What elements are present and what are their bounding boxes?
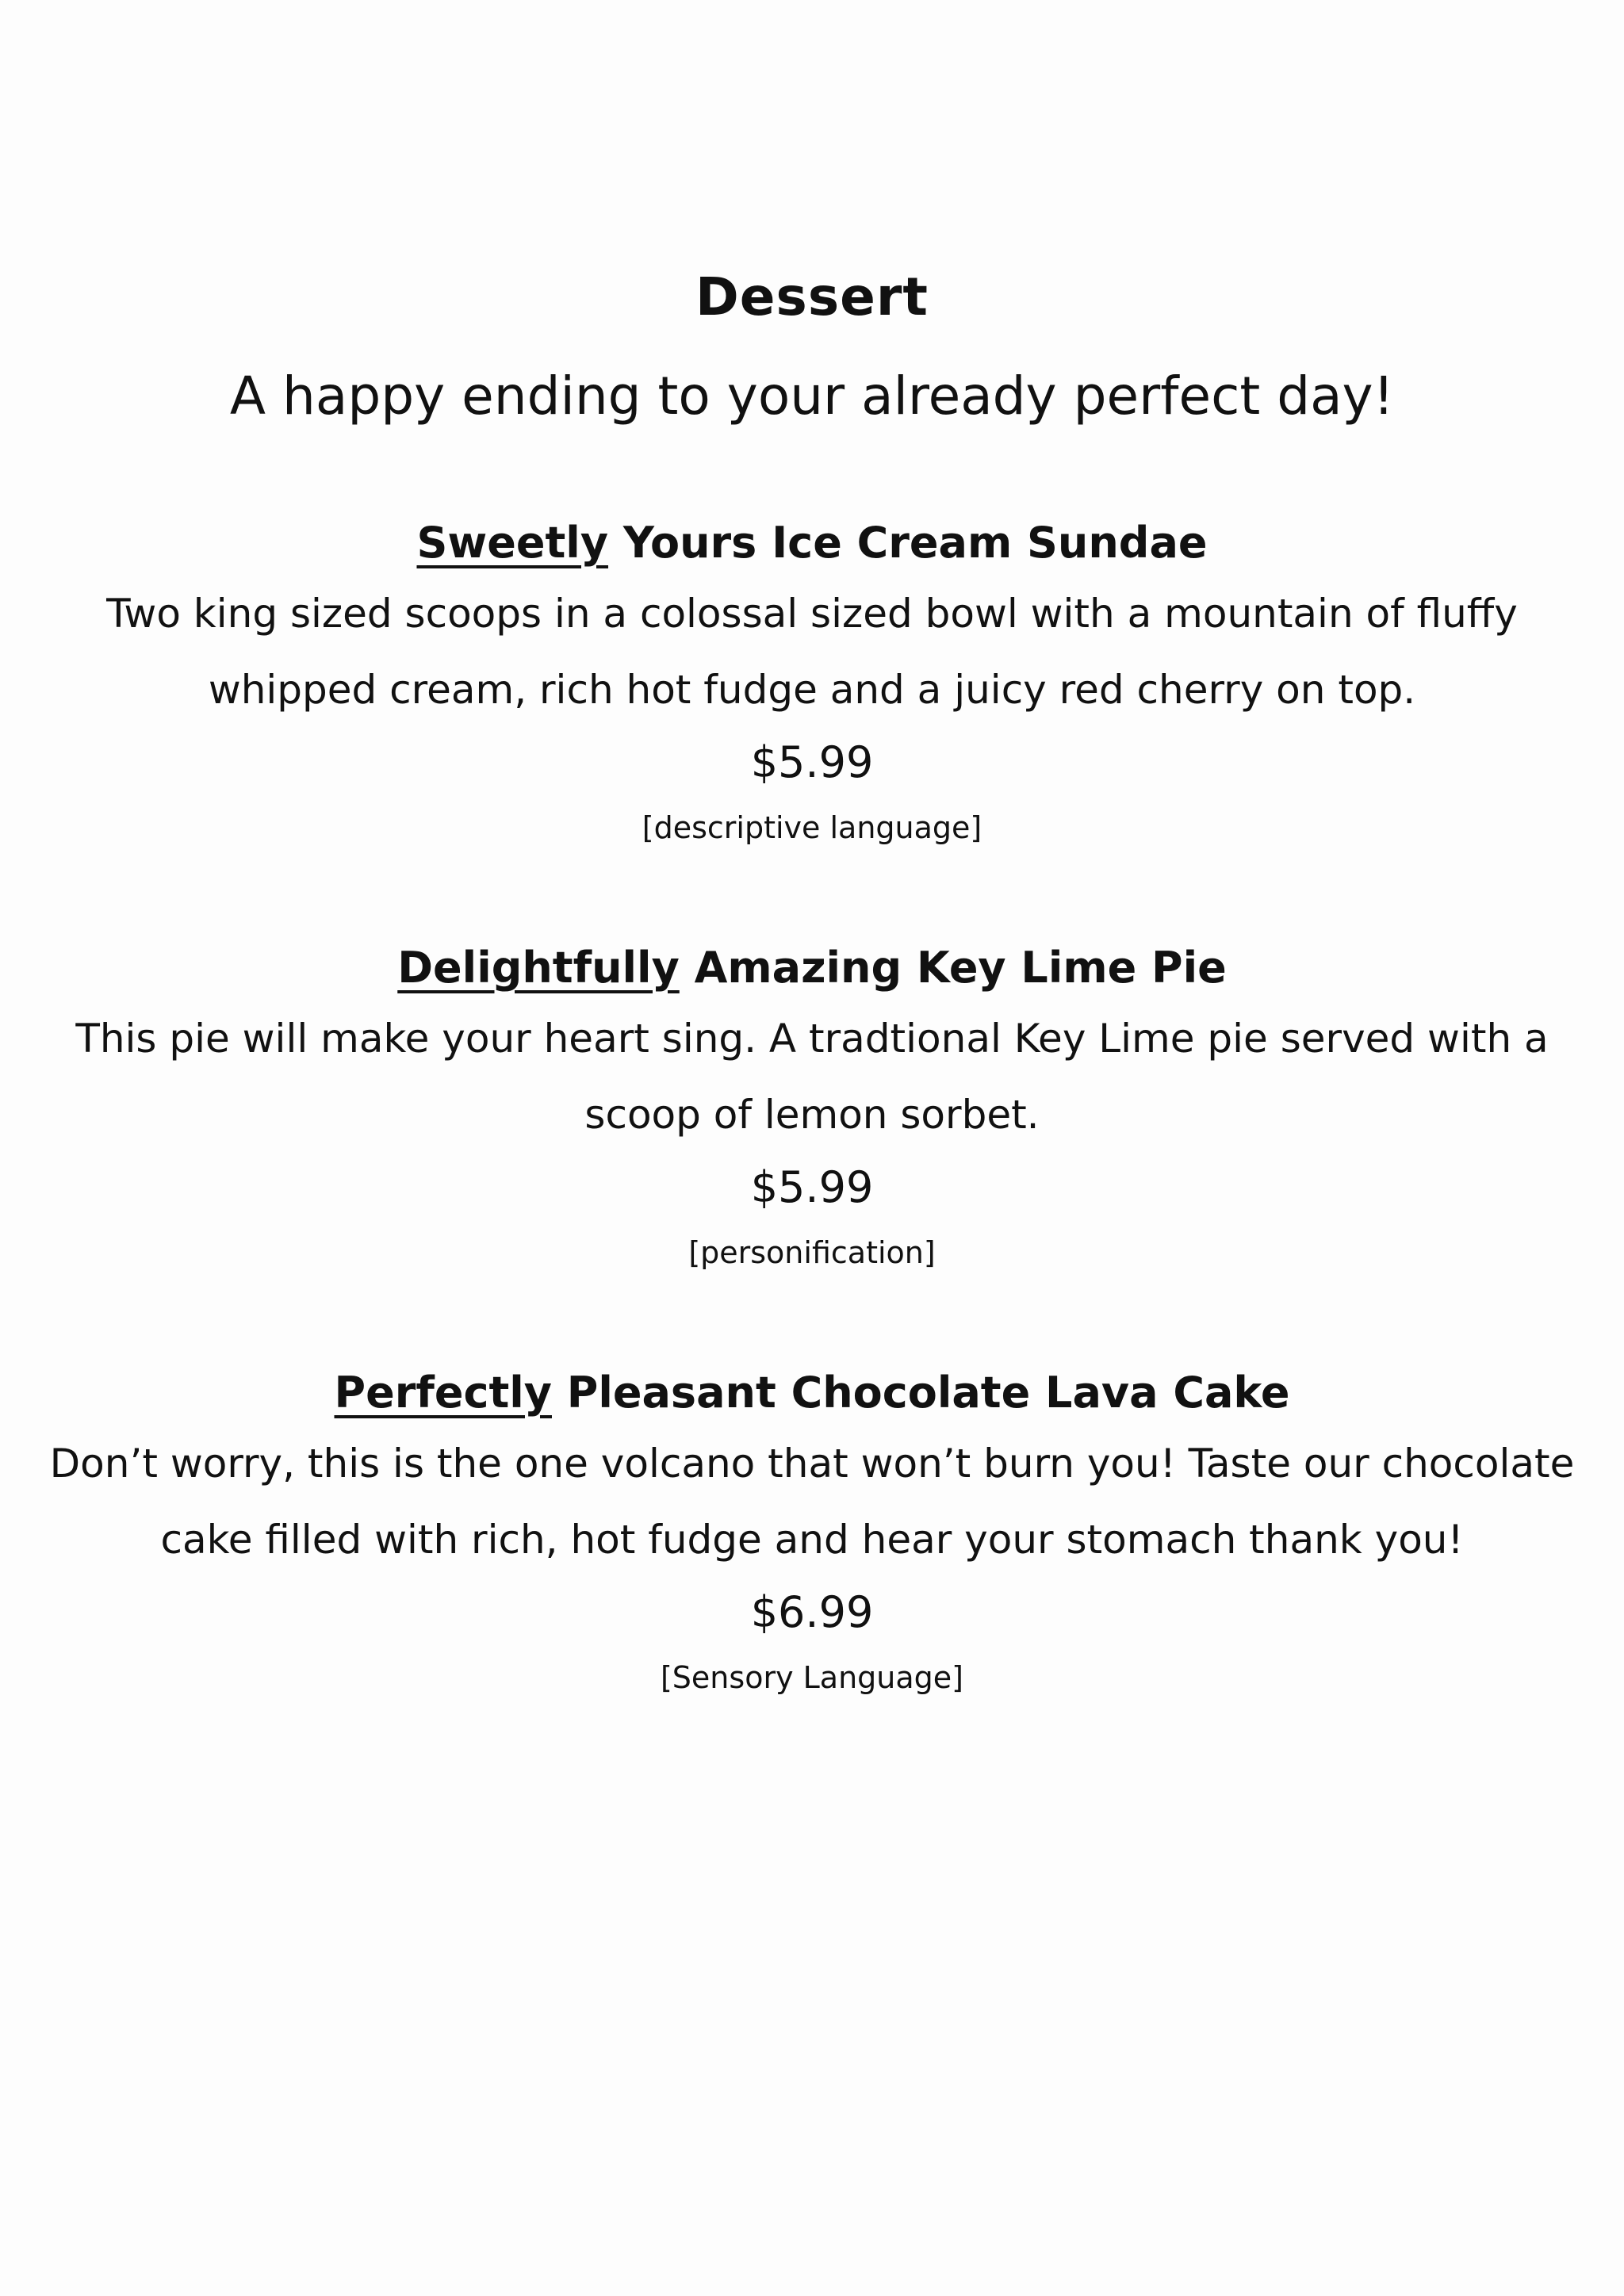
item-price: $5.99 xyxy=(750,737,874,787)
item-note: [Sensory Language] xyxy=(660,1660,963,1695)
item-note: [descriptive language] xyxy=(642,810,982,845)
item-name-rest: Yours Ice Cream Sundae xyxy=(608,518,1208,568)
item-note: [personification] xyxy=(688,1235,936,1270)
item-name-lead: Perfectly xyxy=(334,1368,552,1418)
item-description: This pie will make your heart sing. A tradtional Key Lime pie served with a scoop of lemon sorbet. xyxy=(75,1016,1549,1138)
item-name-rest: Amazing Key Lime Pie xyxy=(679,943,1227,993)
item-name-rest: Pleasant Chocolate Lava Cake xyxy=(551,1368,1290,1418)
item-price: $5.99 xyxy=(750,1162,874,1212)
item-price: $6.99 xyxy=(750,1587,874,1637)
menu-item-sundae xyxy=(32,515,1592,851)
item-name-lead: Sweetly xyxy=(416,518,609,568)
page-title: Dessert xyxy=(695,266,929,327)
item-description: Don’t worry, this is the one volcano that won’t burn you! Taste our chocolate cake filled with rich, hot fudge and hear your stomach thank you! xyxy=(49,1441,1575,1563)
menu-tagline: A happy ending to your already perfect day! xyxy=(229,365,1395,427)
menu-item-lava-cake xyxy=(32,1365,1592,1701)
item-name-lead: Delightfully xyxy=(397,943,680,993)
menu-header xyxy=(0,262,1624,436)
item-description: Two king sized scoops in a colossal sized bowl with a mountain of fluffy whipped cream, rich hot fudge and a juicy red cherry on top. xyxy=(106,591,1518,713)
item-name xyxy=(32,515,1592,571)
menu-item-key-lime-pie xyxy=(32,940,1592,1276)
item-name xyxy=(32,1365,1592,1421)
item-name xyxy=(32,940,1592,996)
